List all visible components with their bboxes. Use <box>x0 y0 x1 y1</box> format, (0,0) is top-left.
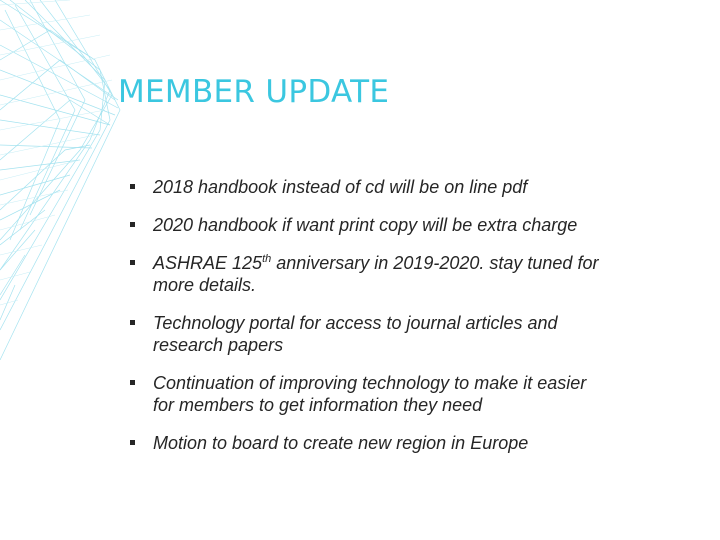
ordinal-superscript: th <box>262 253 272 265</box>
list-item <box>130 252 610 296</box>
bullet-text-start: ASHRAE 125 <box>153 253 263 273</box>
list-item <box>130 214 610 236</box>
bullet-text: Technology portal for access to journal articles and research papers <box>153 313 558 355</box>
bullet-square-icon <box>130 260 135 265</box>
bullet-square-icon <box>130 222 135 227</box>
list-item <box>130 312 610 356</box>
bullet-text-end: anniversary in 2019-2020. stay tuned for more details. <box>153 253 599 295</box>
list-item <box>130 372 610 416</box>
bullet-text: 2018 handbook instead of cd will be on line pdf <box>153 177 528 197</box>
list-item <box>130 176 610 198</box>
wireframe-decoration <box>0 0 130 360</box>
bullet-text: 2020 handbook if want print copy will be extra charge <box>153 215 578 235</box>
bullet-square-icon <box>130 320 135 325</box>
bullet-text: Continuation of improving technology to make it easier for members to get information they need <box>153 373 587 415</box>
list-item <box>130 432 610 454</box>
slide-title: MEMBER UPDATE <box>118 74 390 110</box>
bullet-square-icon <box>130 380 135 385</box>
bullet-list <box>130 176 610 470</box>
bullet-square-icon <box>130 184 135 189</box>
bullet-square-icon <box>130 440 135 445</box>
bullet-text: Motion to board to create new region in Europe <box>153 433 529 453</box>
